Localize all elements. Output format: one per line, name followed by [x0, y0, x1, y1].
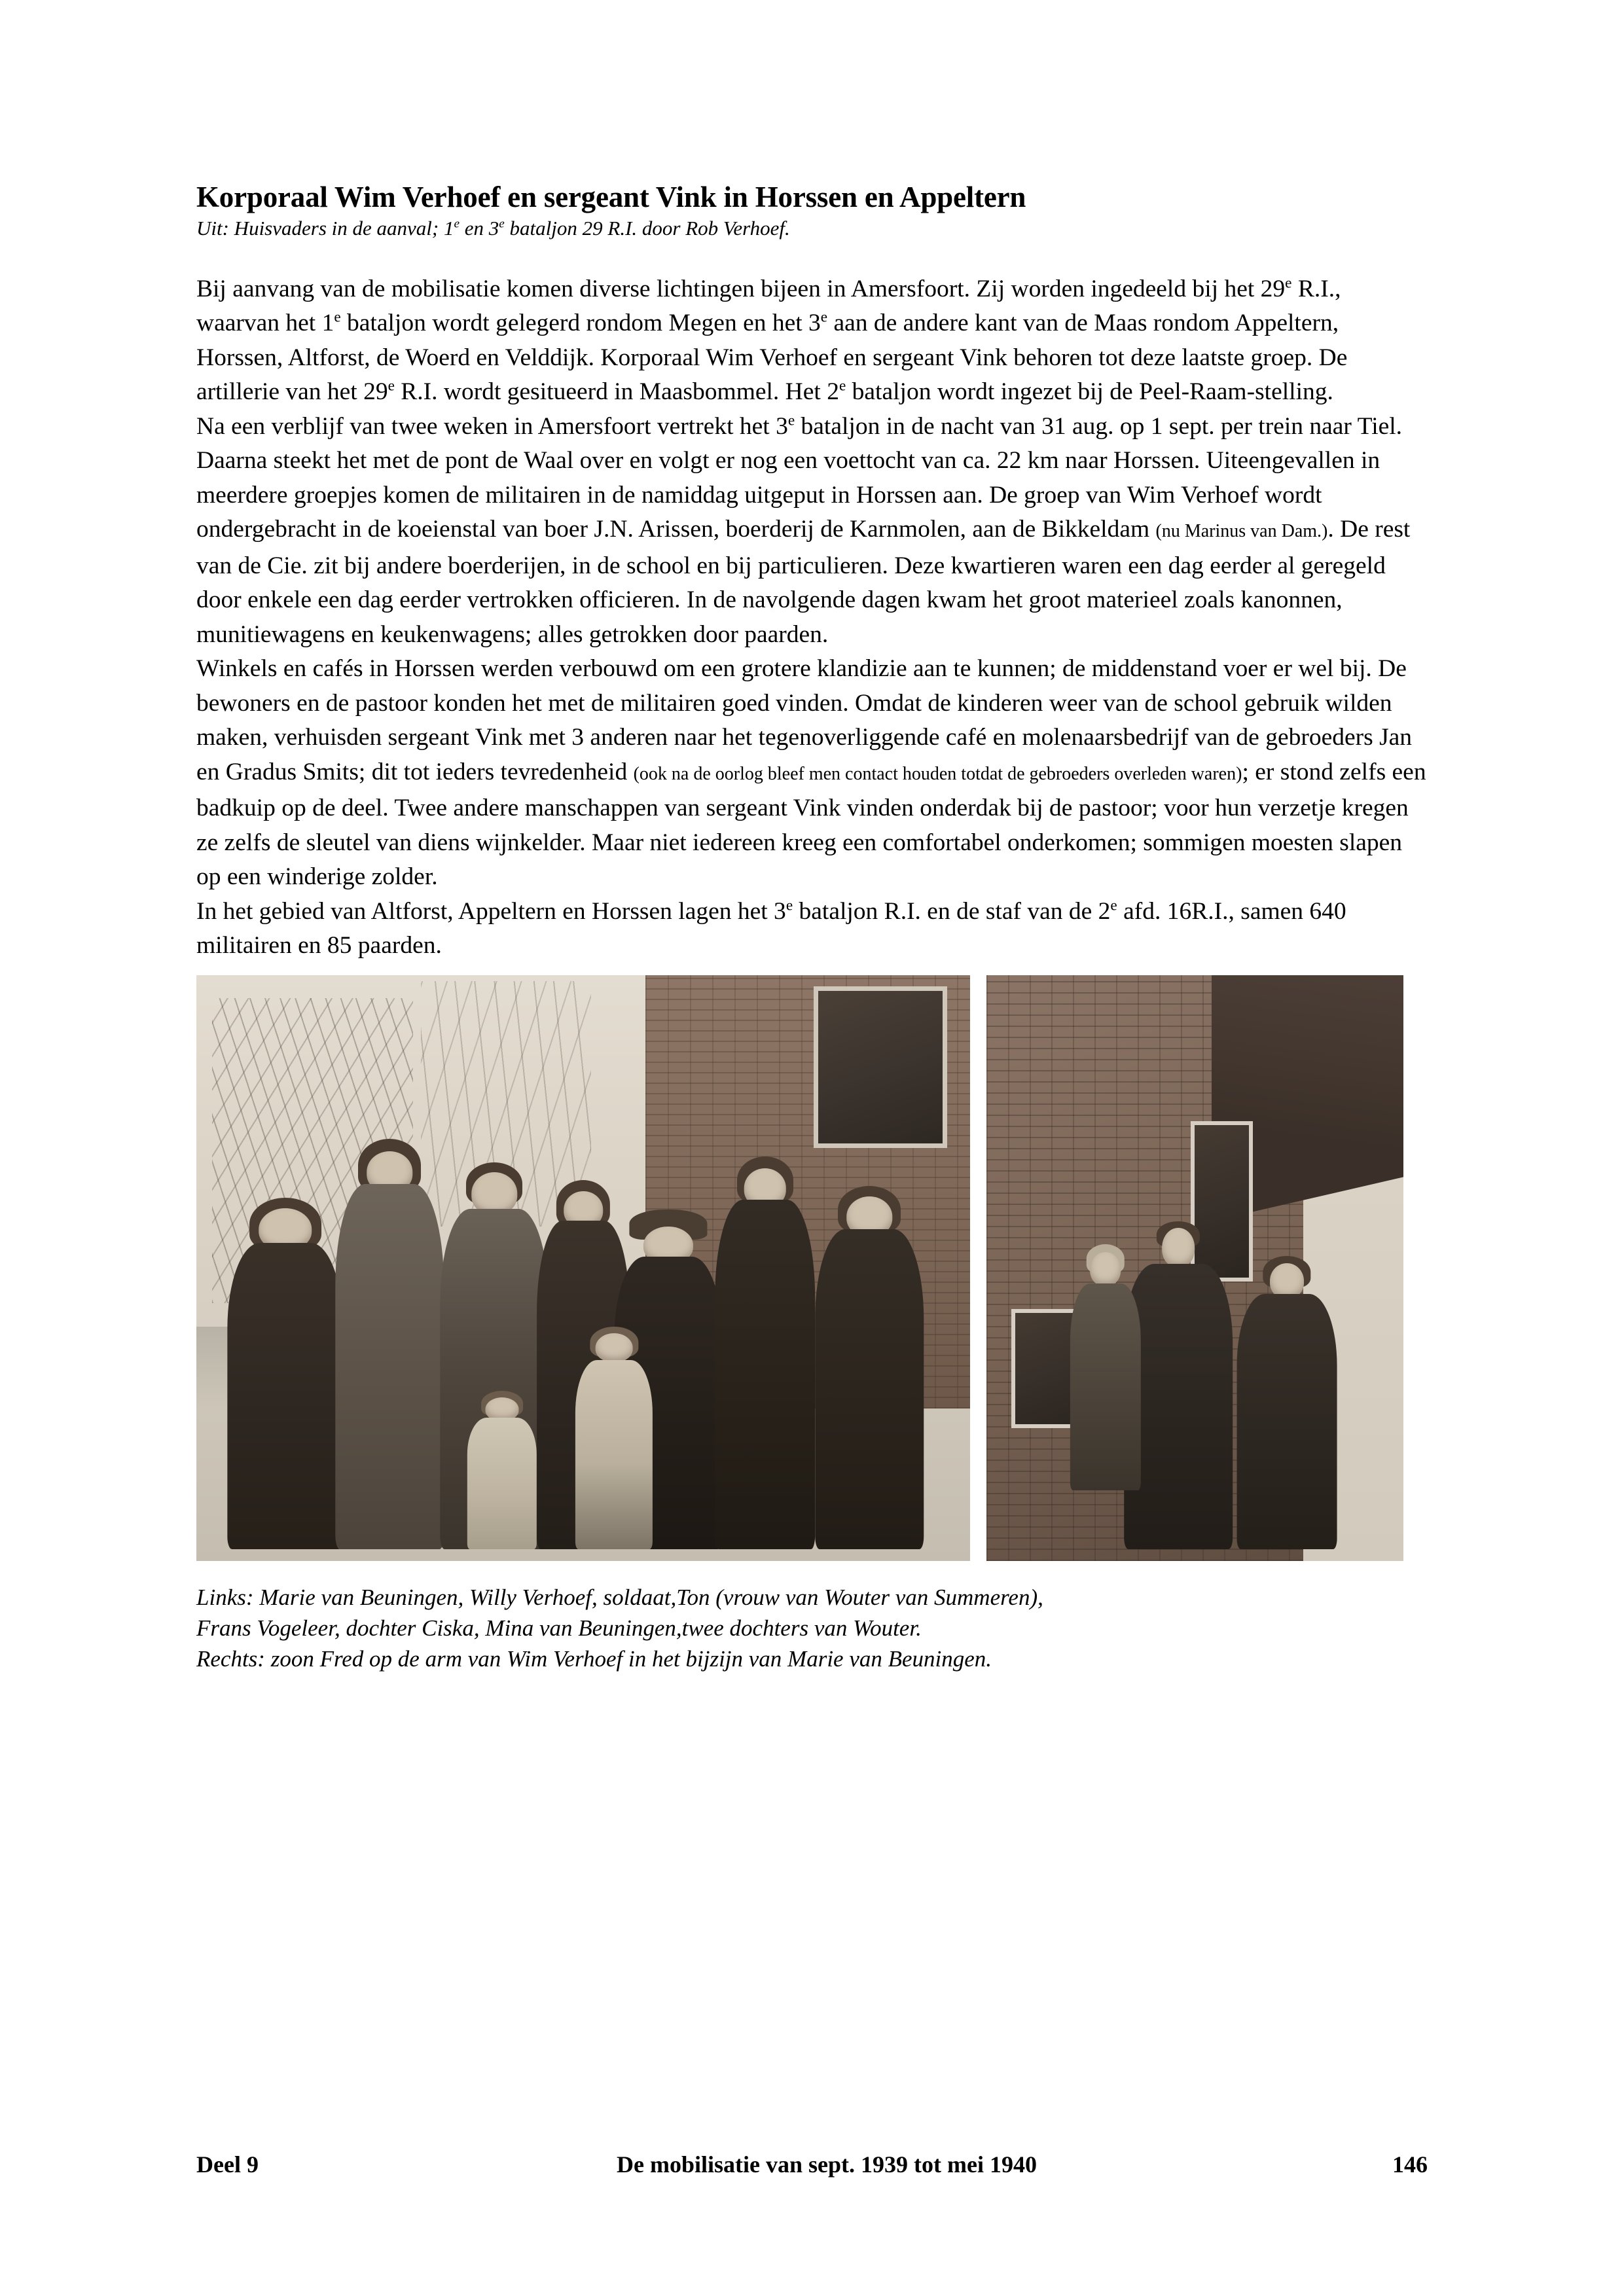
- p2-parenthetical-note: (nu Marinus van Dam.): [1155, 521, 1328, 542]
- caption-line-1: Links: Marie van Beuningen, Willy Verhoef, soldaat,Ton (vrouw van Wouter van Summeren),: [196, 1584, 1043, 1610]
- p1-seg-3: bataljon wordt gelegerd rondom Megen en het 3: [340, 310, 821, 337]
- source-middle: en 3: [460, 217, 499, 240]
- person-1-body: [227, 1243, 343, 1549]
- p2-seg-3: . De rest van de Cie. zit bij andere boerderijen, in de school en bij particulieren. Deze kwartieren waren een dag eerder al geregeld door enkele een dag eerder vertrokken officieren. In de navolgende dagen kwam het groot materieel zoals kanonnen, munitiewagens en keukenwagens; alles getrokken door paarden.: [196, 516, 1411, 648]
- p4-seg-2: bataljon R.I. en de staf van de 2: [793, 897, 1111, 925]
- photo-left-person-1: [227, 1198, 343, 1549]
- p1-sup-2: e: [334, 308, 341, 326]
- photo-right-child: [1070, 1244, 1140, 1490]
- p1-sup-4: e: [388, 377, 395, 395]
- p2-seg-2: bataljon in de nacht van 31 aug. op 1 sept. per trein naar Tiel. Daarna steekt het met de pont de Waal over en volgt er nog een voettocht van ca. 22 km naar Horssen. Uiteengevallen in meerdere groepjes komen de militairen in de namiddag uitgeput in Horssen aan. De groep van Wim Verhoef wordt ondergebracht in de koeienstal van boer J.N. Arissen, boerderij de Karnmolen, aan de Bikkeldam: [196, 412, 1403, 543]
- p4-seg-1: In het gebied van Altforst, Appeltern en Horssen lagen het 3: [196, 897, 786, 925]
- p3-seg-1: Winkels en cafés in Horssen werden verbouwd om een grotere klandizie aan te kunnen; de middenstand voer er wel bij. De bewoners en de pastoor konden het met de militairen goed vinden. Omdat de kinderen weer van de school gebruik wilden maken, verhuisden sergeant Vink met 3 anderen naar het tegenoverliggende café en molenaarsbedrijf van de gebroeders Jan en Gradus Smits; dit tot ieders tevredenheid: [196, 655, 1413, 785]
- paragraph-3: [196, 652, 1428, 895]
- child-head: [1090, 1252, 1121, 1287]
- article-body: [196, 272, 1428, 963]
- photo-right-scene: [986, 975, 1403, 1561]
- p1-seg-6: bataljon wordt ingezet bij de Peel-Raam-stelling.: [846, 378, 1333, 406]
- source-sup-2: e: [499, 217, 505, 232]
- woman-head: [1270, 1263, 1304, 1299]
- p1-sup-1: e: [1285, 274, 1292, 292]
- photo-right-woman: [1236, 1256, 1337, 1549]
- photo-caption: [196, 1582, 1428, 1674]
- p2-seg-1: Na een verblijf van twee weken in Amersfoort vertrekt het 3: [196, 412, 788, 440]
- p1-sup-5: e: [839, 377, 846, 395]
- photo-left-person-2: [336, 1139, 444, 1549]
- person-6-body: [715, 1200, 816, 1549]
- photo-left-scene: [196, 975, 970, 1561]
- photo-left-person-7: [816, 1186, 924, 1549]
- p3-parenthetical-note: (ook na de oorlog bleef men contact houden totdat de gebroeders overleden waren): [633, 763, 1242, 784]
- caption-line-2: Frans Vogeleer, dochter Ciska, Mina van Beuningen,twee dochters van Wouter.: [196, 1615, 922, 1641]
- child-body: [1070, 1283, 1140, 1490]
- p1-seg-1: Bij aanvang van de mobilisatie komen diverse lichtingen bijeen in Amersfoort. Zij worden ingedeeld bij het 29: [196, 275, 1286, 302]
- caption-line-3: Rechts: zoon Fred op de arm van Wim Verhoef in het bijzijn van Marie van Beuningen.: [196, 1645, 992, 1672]
- p4-sup-1: e: [785, 897, 793, 914]
- photo-left-child-toddler: [467, 1391, 537, 1549]
- photo-row: [196, 975, 1428, 1561]
- paragraph-2: [196, 410, 1428, 653]
- p1-seg-4: aan de andere kant van de Maas rondom Appeltern, Horssen, Altforst, de Woerd en Velddijk. Korporaal Wim Verhoef en sergeant Vink behoren tot deze laatste groep. De artillerie van het 29: [196, 310, 1348, 406]
- p3-seg-2: ; er stond zelfs een badkuip op de deel. Twee andere manschappen van sergeant Vink vinden onderdak bij de pastoor; voor hun verzetje kregen ze zelfs de sleutel van diens wijnkelder. Maar niet iedereen kreeg een comfortabel onderkomen; sommigen moesten slapen op een winderige zolder.: [196, 758, 1426, 891]
- page-footer: [196, 2151, 1428, 2178]
- p4-sup-2: e: [1110, 897, 1117, 914]
- person-7-body: [816, 1229, 924, 1549]
- p4-seg-3: afd. 16R.I., samen 640 militairen en 85 paarden.: [196, 897, 1346, 960]
- girl-body: [575, 1360, 653, 1549]
- source-attribution: [196, 216, 1428, 240]
- photo-left-person-6: [715, 1157, 816, 1549]
- footer-chapter-title: De mobilisatie van sept. 1939 tot mei 1940: [617, 2151, 1037, 2178]
- p1-seg-2: R.I., waarvan het 1: [196, 275, 1341, 337]
- footer-page-number: 146: [1392, 2151, 1428, 2178]
- person-2-body: [336, 1184, 444, 1549]
- source-sup-1: e: [454, 217, 460, 232]
- girl-head: [596, 1333, 633, 1362]
- woman-body: [1236, 1294, 1337, 1549]
- source-prefix: Uit: Huisvaders in de aanval; 1: [196, 217, 454, 240]
- photo-right: [986, 975, 1403, 1561]
- toddler-body: [467, 1418, 537, 1549]
- man-head: [1162, 1228, 1195, 1267]
- photo-left-child-girl: [575, 1327, 653, 1549]
- source-suffix: bataljon 29 R.I. door Rob Verhoef.: [504, 217, 790, 240]
- paragraph-1: [196, 272, 1428, 410]
- page-title: Korporaal Wim Verhoef en sergeant Vink in Horssen en Appeltern: [196, 181, 1026, 213]
- p1-seg-5: R.I. wordt gesitueerd in Maasbommel. Het 2: [394, 378, 839, 406]
- photo-left: [196, 975, 970, 1561]
- photo-left-window: [814, 986, 947, 1148]
- p2-sup-1: e: [787, 412, 795, 429]
- p1-sup-3: e: [820, 308, 828, 326]
- paragraph-4: [196, 895, 1428, 963]
- footer-part-label: Deel 9: [196, 2151, 259, 2178]
